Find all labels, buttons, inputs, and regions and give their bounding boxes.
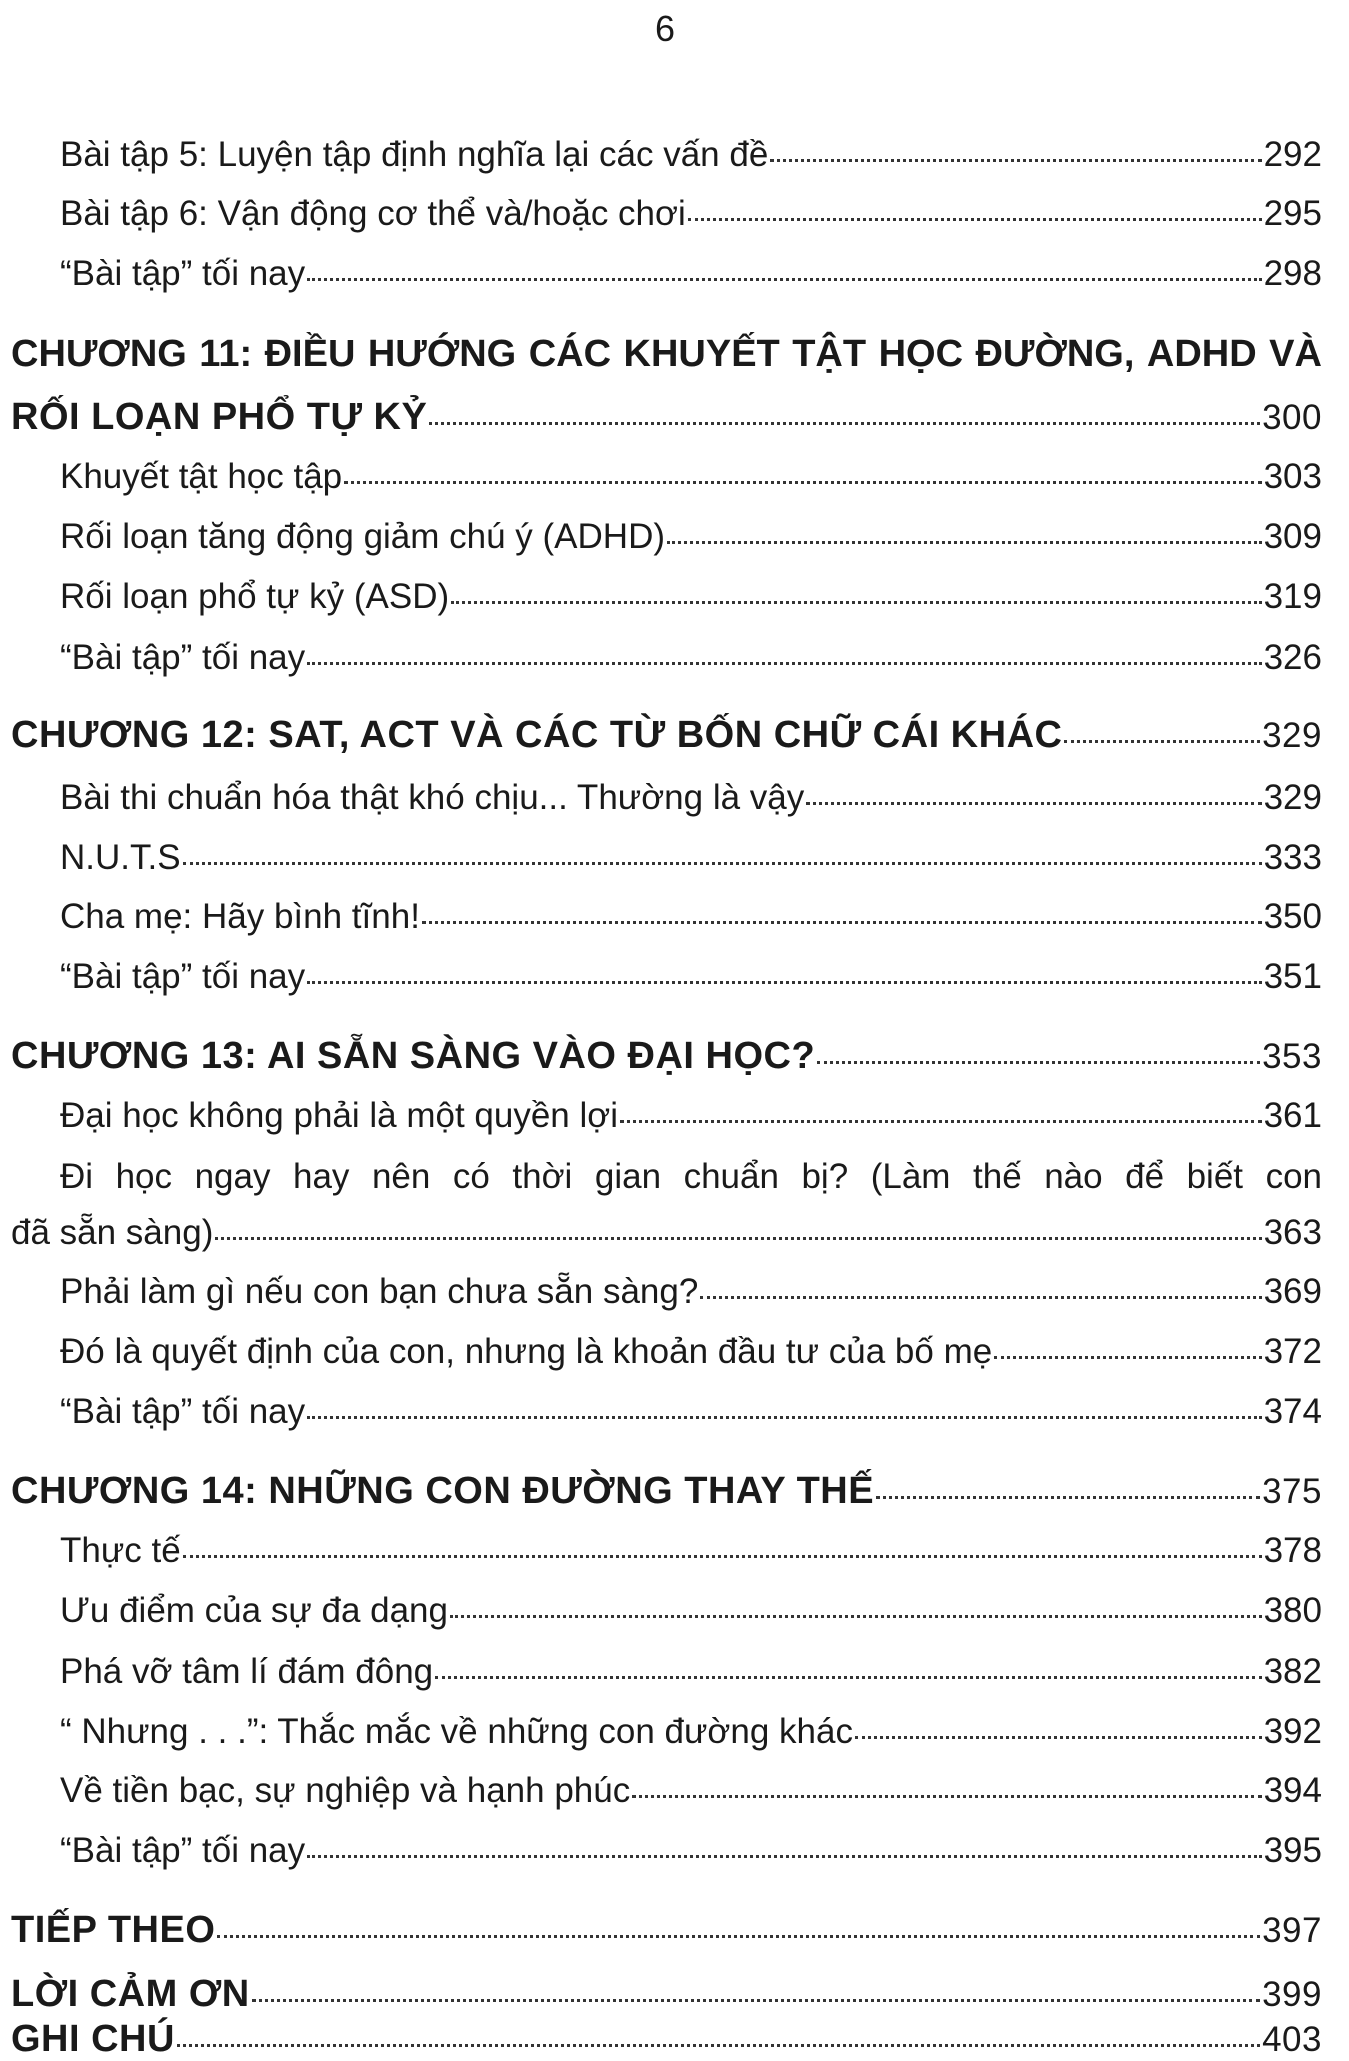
dot-leader — [876, 1496, 1260, 1499]
toc-section-entry[interactable] — [60, 957, 1322, 997]
toc-chapter-entry[interactable] — [11, 1909, 1322, 1952]
toc-page-number: 399 — [1262, 1975, 1322, 2014]
toc-page-number: 380 — [1263, 1591, 1322, 1630]
toc-entry-title: Khuyết tật học tập — [60, 457, 343, 496]
dot-leader — [307, 981, 1261, 984]
toc-section-entry[interactable] — [60, 1096, 1322, 1136]
toc-word: hay — [293, 1157, 350, 1196]
toc-word: KHUYẾT — [623, 333, 780, 375]
toc-section-entry[interactable] — [60, 1591, 1322, 1631]
dot-leader — [667, 541, 1262, 544]
toc-section-entry[interactable] — [60, 254, 1322, 294]
toc-chapter-entry[interactable] — [11, 1470, 1322, 1513]
toc-entry-title: RỐI LOẠN PHỔ TỰ KỶ — [11, 396, 428, 438]
toc-chapter-entry[interactable] — [11, 714, 1322, 757]
toc-page-number: 333 — [1263, 838, 1322, 877]
toc-entry-title-line1 — [11, 333, 1322, 376]
toc-page-number: 369 — [1263, 1272, 1322, 1311]
toc-page-number: 375 — [1262, 1472, 1322, 1511]
toc-section-entry[interactable] — [60, 135, 1322, 175]
toc-word: CÁC — [528, 333, 612, 375]
dot-leader — [620, 1120, 1262, 1123]
toc-page-number: 378 — [1263, 1531, 1322, 1570]
toc-entry-title: “ Nhưng . . .”: Thắc mắc về những con đường khác — [60, 1712, 853, 1751]
toc-word: ĐƯỜNG, — [975, 333, 1135, 375]
dot-leader — [307, 662, 1261, 665]
toc-entry-title: Thực tế — [60, 1531, 181, 1570]
toc-section-entry[interactable] — [11, 1213, 1322, 1253]
toc-page-number: 298 — [1263, 254, 1322, 293]
dot-leader — [307, 1855, 1261, 1858]
toc-word: nào — [1044, 1157, 1103, 1196]
toc-entry-title: LỜI CẢM ƠN — [11, 1973, 250, 2015]
dot-leader — [307, 1416, 1261, 1419]
dot-leader — [435, 1676, 1261, 1679]
toc-entry-title: Đó là quyết định của con, nhưng là khoản đầu tư của bố mẹ — [60, 1332, 993, 1371]
toc-section-entry[interactable] — [60, 517, 1322, 557]
toc-page-number: 397 — [1262, 1911, 1322, 1950]
toc-section-entry[interactable] — [60, 1652, 1322, 1692]
toc-page-number: 372 — [1263, 1332, 1322, 1371]
toc-word: Đi — [60, 1157, 94, 1196]
toc-word: thời — [512, 1157, 573, 1196]
dot-leader — [700, 1296, 1261, 1299]
dot-leader — [307, 278, 1261, 281]
dot-leader — [450, 1615, 1262, 1618]
dot-leader — [252, 1999, 1260, 2002]
toc-section-entry[interactable] — [60, 897, 1322, 937]
dot-leader — [451, 601, 1261, 604]
toc-entry-title: “Bài tập” tối nay — [60, 1831, 306, 1870]
dot-leader — [183, 1555, 1262, 1558]
toc-page-number: 403 — [1262, 2020, 1322, 2059]
toc-page-number: 300 — [1262, 398, 1322, 437]
toc-entry-title: Bài tập 6: Vận động cơ thể và/hoặc chơi — [60, 194, 686, 233]
toc-page-number: 351 — [1263, 957, 1322, 996]
dot-leader — [806, 802, 1261, 805]
toc-section-entry[interactable] — [60, 1531, 1322, 1571]
toc-page-number: 392 — [1263, 1712, 1322, 1751]
toc-entry-title: đã sẵn sàng) — [11, 1213, 214, 1252]
dot-leader — [183, 862, 1262, 865]
toc-page-number: 329 — [1262, 716, 1322, 755]
toc-word: gian — [594, 1157, 662, 1196]
toc-section-entry[interactable] — [60, 838, 1322, 878]
toc-word: ĐIỀU — [264, 333, 356, 375]
toc-chapter-entry[interactable] — [11, 396, 1322, 439]
dot-leader — [217, 1935, 1260, 1938]
toc-word: thế — [973, 1157, 1022, 1196]
toc-entry-title: Cha mẹ: Hãy bình tĩnh! — [60, 897, 420, 936]
toc-section-entry[interactable] — [60, 1771, 1322, 1811]
toc-page-number: 326 — [1263, 638, 1322, 677]
page-number: 6 — [654, 8, 676, 49]
toc-entry-title: Phải làm gì nếu con bạn chưa sẵn sàng? — [60, 1272, 699, 1311]
toc-entry-title: TIẾP THEO — [11, 1909, 216, 1951]
toc-word: 11: — [199, 333, 253, 375]
toc-entry-title: Về tiền bạc, sự nghiệp và hạnh phúc — [60, 1771, 631, 1810]
dot-leader — [688, 218, 1262, 221]
toc-word: học — [115, 1157, 173, 1196]
toc-page-number: 329 — [1263, 778, 1322, 817]
dot-leader — [632, 1795, 1261, 1798]
toc-entry-title: “Bài tập” tối nay — [60, 254, 306, 293]
toc-entry-title: “Bài tập” tối nay — [60, 957, 306, 996]
toc-entry-title: Đại học không phải là một quyền lợi — [60, 1096, 619, 1135]
toc-entry-title: GHI CHÚ — [11, 2018, 175, 2060]
toc-page-number: 295 — [1263, 194, 1322, 233]
toc-entry-title: Bài tập 5: Luyện tập định nghĩa lại các vấn đề — [60, 135, 769, 174]
dot-leader — [817, 1061, 1260, 1064]
toc-section-entry[interactable] — [60, 1332, 1322, 1372]
toc-word: biết — [1186, 1157, 1244, 1196]
toc-page-number: 309 — [1263, 517, 1322, 556]
toc-entry-title: Rối loạn tăng động giảm chú ý (ADHD) — [60, 517, 666, 556]
toc-page-number: 361 — [1263, 1096, 1322, 1135]
toc-page-number: 319 — [1263, 577, 1322, 616]
toc-page-number: 353 — [1262, 1037, 1322, 1076]
dot-leader — [429, 422, 1260, 425]
toc-entry-title: Ưu điểm của sự đa dạng — [60, 1591, 448, 1630]
toc-word: VÀ — [1269, 333, 1322, 375]
toc-entry-title: Bài thi chuẩn hóa thật khó chịu... Thường là vậy — [60, 778, 805, 817]
toc-page-number: 363 — [1263, 1213, 1322, 1252]
dot-leader — [177, 2044, 1260, 2047]
toc-page-number: 374 — [1263, 1392, 1322, 1431]
dot-leader — [215, 1237, 1261, 1240]
toc-entry-title: Rối loạn phổ tự kỷ (ASD) — [60, 577, 450, 616]
toc-section-entry[interactable] — [60, 638, 1322, 678]
toc-word: ADHD — [1146, 333, 1257, 375]
toc-word: có — [452, 1157, 490, 1196]
toc-entry-title: Phá vỡ tâm lí đám đông — [60, 1652, 434, 1691]
toc-chapter-entry[interactable] — [11, 2018, 1322, 2061]
toc-word: (Làm — [870, 1157, 951, 1196]
toc-entry-title: CHƯƠNG 12: SAT, ACT VÀ CÁC TỪ BỐN CHỮ CÁI KHÁC — [11, 714, 1063, 756]
toc-page-number: 394 — [1263, 1771, 1322, 1810]
dot-leader — [855, 1736, 1262, 1739]
toc-section-entry[interactable] — [60, 194, 1322, 234]
toc-section-entry[interactable] — [60, 1712, 1322, 1752]
toc-word: con — [1265, 1157, 1322, 1196]
toc-word: để — [1125, 1157, 1165, 1196]
toc-section-entry[interactable] — [60, 1831, 1322, 1871]
toc-page-number: 382 — [1263, 1652, 1322, 1691]
toc-section-entry[interactable] — [60, 1272, 1322, 1312]
toc-word: HƯỚNG — [367, 333, 517, 375]
toc-chapter-entry[interactable] — [11, 1035, 1322, 1078]
toc-section-entry[interactable] — [60, 1392, 1322, 1432]
toc-word: nên — [371, 1157, 431, 1196]
toc-page-number: 292 — [1263, 135, 1322, 174]
dot-leader — [344, 481, 1261, 484]
toc-section-entry[interactable] — [60, 457, 1322, 497]
toc-entry-title: CHƯƠNG 14: NHỮNG CON ĐƯỜNG THAY THẾ — [11, 1470, 875, 1512]
toc-page-number: 395 — [1263, 1831, 1322, 1870]
toc-word: CHƯƠNG — [11, 333, 187, 375]
dot-leader — [770, 159, 1261, 162]
toc-entry-title-line1 — [60, 1157, 1322, 1197]
toc-chapter-entry[interactable] — [11, 1973, 1322, 2016]
toc-entry-title: “Bài tập” tối nay — [60, 638, 306, 677]
toc-entry-title: N.U.T.S — [60, 838, 181, 877]
toc-page-number: 303 — [1263, 457, 1322, 496]
toc-word: chuẩn — [683, 1157, 779, 1196]
dot-leader — [994, 1356, 1261, 1359]
toc-word: TẬT — [792, 333, 867, 375]
toc-word: ngay — [194, 1157, 271, 1196]
toc-page-number: 350 — [1263, 897, 1322, 936]
toc-entry-title: CHƯƠNG 13: AI SẴN SÀNG VÀO ĐẠI HỌC? — [11, 1035, 816, 1077]
toc-entry-title: “Bài tập” tối nay — [60, 1392, 306, 1431]
toc-section-entry[interactable] — [60, 778, 1322, 818]
dot-leader — [422, 921, 1262, 924]
toc-word: bị? — [801, 1157, 849, 1196]
dot-leader — [1064, 740, 1260, 743]
toc-section-entry[interactable] — [60, 577, 1322, 617]
toc-word: HỌC — [878, 333, 964, 375]
